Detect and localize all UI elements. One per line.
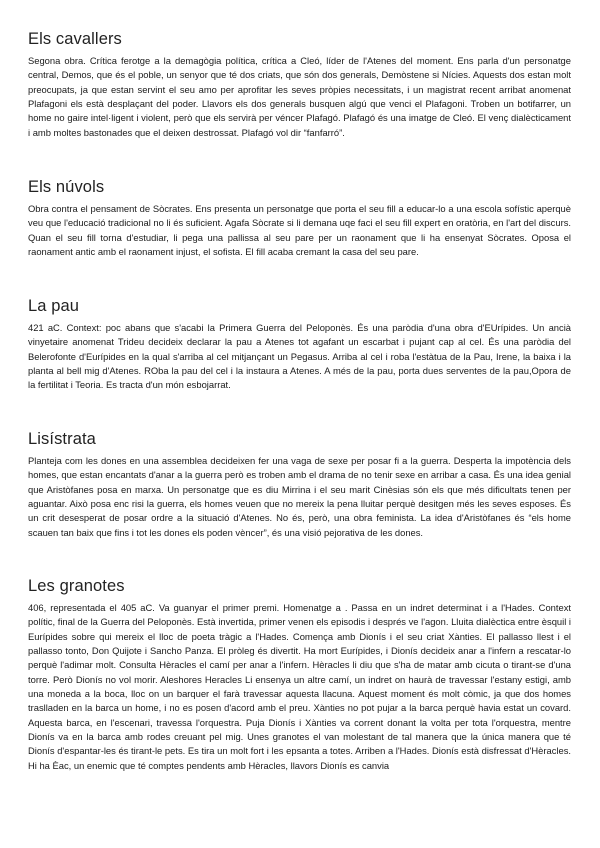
section-els-cavallers	[28, 29, 571, 140]
section-lisistrata	[28, 429, 571, 540]
section-title: Els cavallers	[28, 30, 122, 48]
section-body: Obra contra el pensament de Sòcrates. Ens presenta un personatge que porta el seu fill a educar-lo a una escola sofístic aperquè veu que l'educació tradicional no li és suficient. Agafa Sòcrate si li demana uqe faci el seu fill expert en oratòria, en l'art del discurs. Quan el seu fill torna d'estudiar, li pega una pallissa al seu pare per un raonament que li ha ensenyat Sòcrates. Oposa el raonament antic amb el raonament injust, el sofista. El fill acaba cremant la casa del seu pare.	[28, 203, 571, 258]
section-title: Lisístrata	[28, 430, 96, 448]
section-body: 421 aC. Context: poc abans que s'acabi la Primera Guerra del Peloponès. És una paròdia d'una obra d'EUrípides. Un ancià vinyetaire anomenat Trideu decideix declarar la pau a Atenes tot agafant un escarbat i pujant cap al cel. És una paròdia del Belerofonte d'Eurípides en la qual s'arriba al cel mitjançant un Pegasus. Arriba al cel i roba l'estàtua de la Pau, Irene, la baixa i la planta al bell mig d'Atenes. ROba la pau del cel i la instaura a Atenes. A més de la pau, porta dues serventes de la pau,Opora de la fertilitat i Teoria. Es tracta d'un món esbojarrat.	[28, 322, 571, 391]
section-els-nuvols	[28, 177, 571, 259]
section-body: Segona obra. Crítica ferotge a la demagògia política, crítica a Cleó, líder de l'Atenes del moment. Ens parla d'un personatge central, Demos, que és el poble, un senyor que té dos criats, que són dos generals, Demòstene si Nícies. Aquests dos estan molt preocupats, ja que estan servint el seu amo per aprofitar les seves pròpies necessitats, i un magistrat recent arribat anomenat Plafagoni els està desplaçant del poder. Llavors els dos generals busquen algú que venci el Plafagoni. Troben un botifarrer, un home no gaire intel·ligent i violent, però que els servirà per véncer Plafagó. Plafagó és una imatge de Cleó. El venç dialècticament i amb moltes bastonades que el deixen destrossat. Plafagó vol dir “fanfarró”.	[28, 55, 571, 138]
section-la-pau	[28, 296, 571, 393]
section-body: Planteja com les dones en una assemblea decideixen fer una vaga de sexe per posar fi a la guerra. Desperta la impotència dels homes, que estan encantats d'anar a la guerra però es troben amb el drama de no tenir sexe en arribar a casa. És una idea genial que Aristòfanes posa en marxa. Un personatge que es diu Mirrina i el seu marit Cinèsias són els que més dificultats tenen per aguantar. Això posa enc risi la guerra, els homes veuen que no mereix la pena lluitar perquè desitgen més les seves esposes. És un crit desesperat de posar ordre a la situació d'Atenes. No és, però, una obra feminista. La idea d'Aristòfanes és “els home scauen tan baix que fins i tot les dones els poden vèncer”, és una visió pejorativa de les dones.	[28, 455, 571, 538]
section-body: 406, representada el 405 aC. Va guanyar el primer premi. Homenatge a . Passa en un indret determinat i a l'Hades. Context polític, final de la Guerra del Peloponès. Està invertida, primer venen els episodis i després ve l'agon. Lluita dialèctica entre èsquil i Eurípides sobre qui mereix el lloc de poeta tràgic a l'Hades. Comença amb Dionís i el seu criat Xànties. El pallasso llest i el pallasso tonto, Don Quijote i Sancho Panza. El pròleg és divertit. Ha mort Eurípides, i Dionís decideix anar a l'infern a rescatar-lo perquè l'adimar molt. Consulta Hèracles el camí per anar a l'infern. Hèracles li diu que s'ha de matar amb cicuta o tirant-se d'una torre. Però Dionís no vol morir. Aleshores Heracles Li ensenya un altre camí, un indret on haurà de travessar l'estany estigi, amb una moneda a la boca, lloc on un barquer el farà travessar aquesta llacuna. Aquest moment és molt còmic, ja que dos homes traslladen en la barca un home, i no es posen d'acord amb el preu. Xànties no pot pujar a la barca perquè havia estat un covard. Aquesta barca, en l'escenari, travessa l'orquestra. Puja Dionís i Xànties va corrent donant la volta per tota l'orquestra, mentre Dionís va en la barca amb rodes creuant pel mig. Unes granotes el van molestant de tal manera que la única manera que té Dionís d'espantar-les és tirant-le pets. Es tira un molt fort i les epsanta a totes. Arriben a l'Hades. Dionís està disfressat d'Hèracles. Hi ha Èac, un enemic que té comptes pendents amb Hèracles, llavors Dionís es canvia	[28, 602, 571, 771]
section-title: Els núvols	[28, 178, 105, 196]
section-title: La pau	[28, 297, 80, 315]
section-les-granotes	[28, 576, 571, 773]
section-title: Les granotes	[28, 577, 125, 595]
